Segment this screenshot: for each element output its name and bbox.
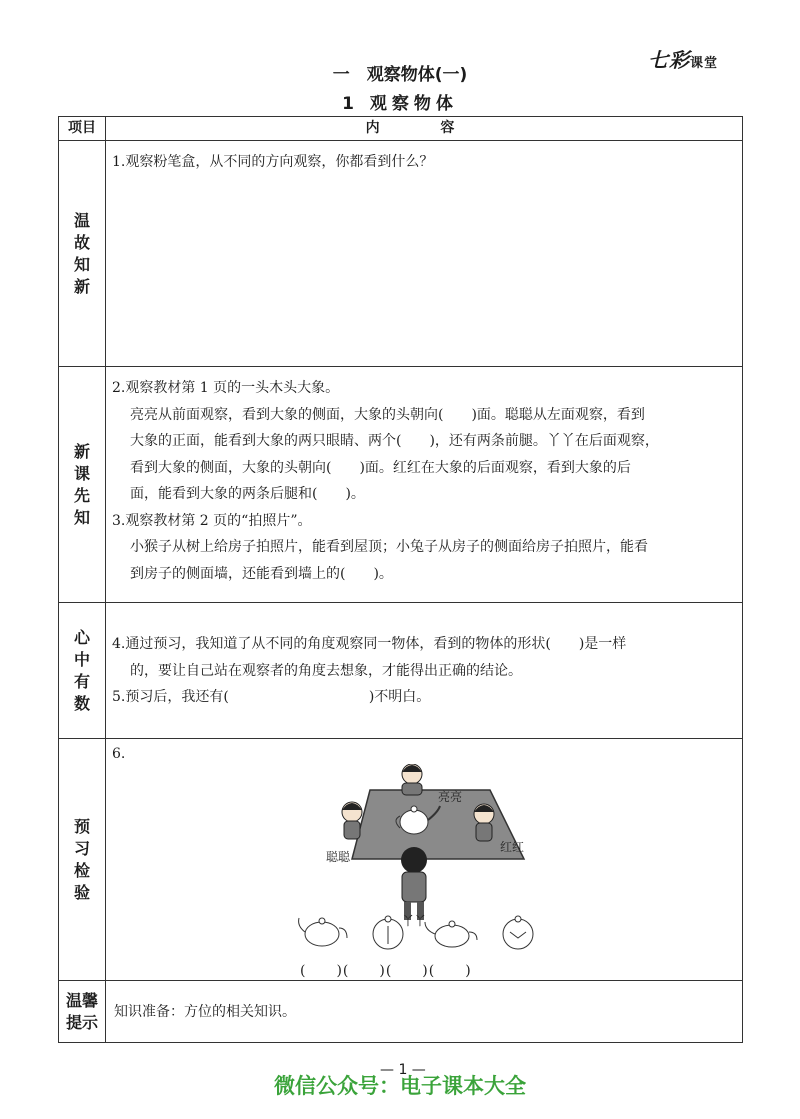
table-header-row (59, 117, 743, 141)
text-line: 亮亮从前面观察，看到大象的侧面，大象的头朝向( )面。聪聪从左面观察，看到 (130, 406, 645, 423)
section-body (106, 141, 743, 367)
section-new-lesson (59, 367, 743, 603)
brand-logo: 七彩课堂 (648, 48, 719, 72)
name-yaya: 丫丫 (402, 913, 427, 928)
kid-top-liangliang (402, 764, 422, 795)
text-line: 看到大象的侧面，大象的头朝向( )面。红红在大象的后面观察，看到大象的后 (130, 459, 631, 476)
page-number: — 1 — (380, 1062, 426, 1078)
question-1: 1.观察粉笔盒，从不同的方向观察，你都看到什么？ (112, 154, 434, 170)
question-2: 2.观察教材第 1 页的一头木头大象。 (112, 380, 340, 396)
lesson-title: 1 观察物体 (342, 94, 458, 114)
worksheet-table (58, 116, 743, 1043)
header-item: 项目 (59, 117, 106, 141)
header-content: 内 容 (106, 117, 743, 141)
unit-title: 一 观察物体(一) (332, 65, 468, 85)
text-line: 面，能看到大象的两条后腿和( )。 (130, 486, 365, 502)
answer-option-3 (425, 921, 477, 947)
section-body (106, 739, 743, 981)
question-5: 5.预习后，我还有( )不明白。 (112, 689, 431, 705)
name-honghong: 红红 (500, 839, 525, 854)
scene-illustration (112, 764, 734, 979)
section-review (59, 141, 743, 367)
text-line: 小猴子从树上给房子拍照片，能看到屋顶；小兔子从房子的侧面给房子拍照片，能看 (130, 539, 648, 555)
section-label: 温故知新 (59, 141, 106, 367)
section-self-check (59, 603, 743, 739)
answer-option-2 (373, 916, 403, 949)
answer-blanks: ( )( )( )( ) (300, 962, 472, 979)
section-preview-test (59, 739, 743, 981)
answer-option-4 (503, 916, 533, 949)
observation-scene (112, 764, 734, 979)
name-liangliang: 亮亮 (438, 789, 463, 804)
section-label: 温馨提示 (59, 981, 106, 1043)
section-label: 预习检验 (59, 739, 106, 981)
answer-option-1 (299, 918, 347, 946)
section-tips (59, 981, 743, 1043)
kid-left-congcong (342, 802, 362, 839)
section-label: 新课先知 (59, 367, 106, 603)
tip-text: 知识准备：方位的相关知识。 (106, 981, 743, 1043)
section-label: 心中有数 (59, 603, 106, 739)
question-3: 3.观察教材第 2 页的“拍照片”。 (112, 512, 312, 529)
text-line: 的，要让自己站在观察者的角度去想象，才能得出正确的结论。 (130, 662, 522, 679)
text-line: 到房子的侧面墙，还能看到墙上的( )。 (130, 565, 393, 582)
question-4: 4.通过预习，我知道了从不同的角度观察同一物体，看到的物体的形状( )是一样 (112, 636, 627, 652)
question-6: 6. (112, 746, 126, 762)
name-congcong: 聪聪 (326, 849, 351, 864)
footer-watermark: 微信公众号：电子课本大全 (274, 1074, 526, 1098)
section-body (106, 367, 743, 603)
section-body (106, 603, 743, 739)
text-line: 大象的正面，能看到大象的两只眼睛、两个( )，还有两条前腿。丫丫在后面观察， (130, 433, 659, 449)
